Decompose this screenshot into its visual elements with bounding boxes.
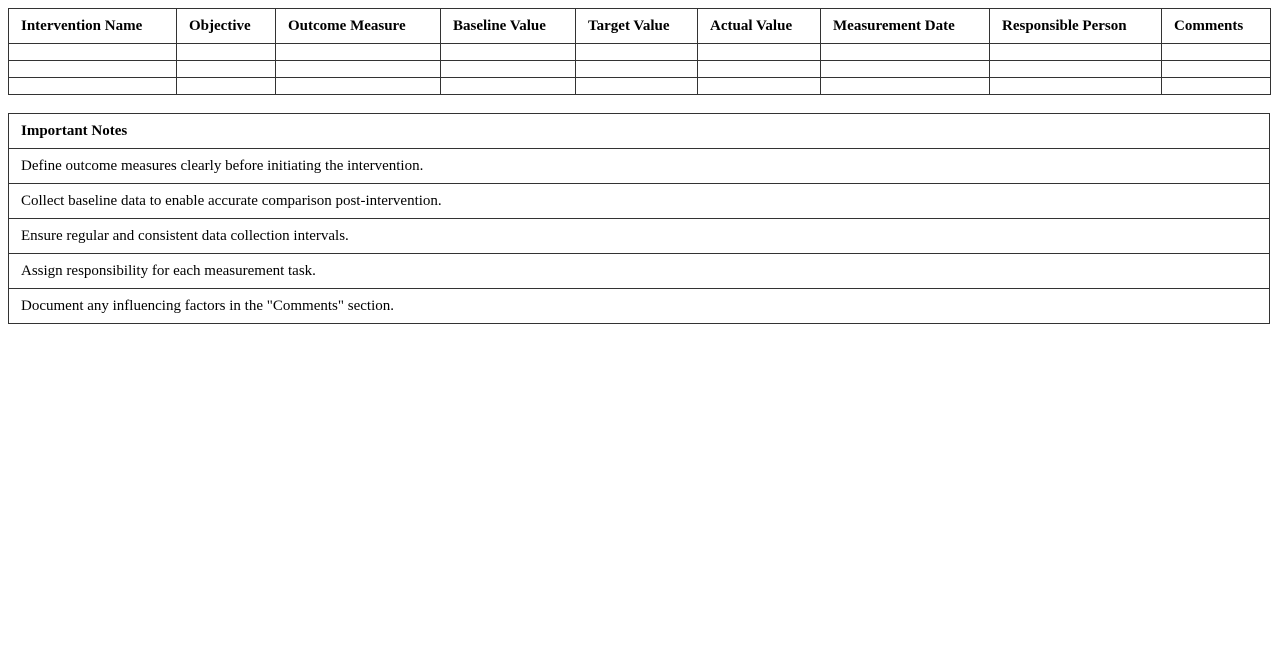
header-comments: Comments — [1162, 9, 1271, 44]
table-cell[interactable] — [576, 78, 698, 95]
table-cell[interactable] — [1162, 78, 1271, 95]
table-cell[interactable] — [576, 61, 698, 78]
table-cell[interactable] — [9, 61, 177, 78]
table-cell[interactable] — [698, 61, 821, 78]
header-target-value: Target Value — [576, 9, 698, 44]
note-item: Collect baseline data to enable accurate comparison post-intervention. — [9, 184, 1270, 219]
table-cell[interactable] — [177, 44, 276, 61]
table-cell[interactable] — [990, 78, 1162, 95]
note-row — [9, 289, 1270, 324]
note-item: Assign responsibility for each measurement task. — [9, 254, 1270, 289]
header-outcome-measure: Outcome Measure — [276, 9, 441, 44]
header-intervention-name: Intervention Name — [9, 9, 177, 44]
table-cell[interactable] — [441, 44, 576, 61]
note-item: Document any influencing factors in the "Comments" section. — [9, 289, 1270, 324]
table-cell[interactable] — [576, 44, 698, 61]
table-cell[interactable] — [821, 78, 990, 95]
header-objective: Objective — [177, 9, 276, 44]
notes-header-row — [9, 114, 1270, 149]
intervention-tracking-table — [8, 8, 1271, 95]
note-item: Define outcome measures clearly before initiating the intervention. — [9, 149, 1270, 184]
table-cell[interactable] — [821, 44, 990, 61]
table-row — [9, 78, 1271, 95]
table-cell[interactable] — [276, 44, 441, 61]
table-cell[interactable] — [177, 78, 276, 95]
note-row — [9, 149, 1270, 184]
table-cell[interactable] — [276, 78, 441, 95]
note-row — [9, 254, 1270, 289]
note-row — [9, 184, 1270, 219]
table-cell[interactable] — [1162, 61, 1271, 78]
table-cell[interactable] — [9, 44, 177, 61]
table-row — [9, 61, 1271, 78]
note-item: Ensure regular and consistent data collection intervals. — [9, 219, 1270, 254]
header-responsible-person: Responsible Person — [990, 9, 1162, 44]
table-cell[interactable] — [698, 44, 821, 61]
table-cell[interactable] — [1162, 44, 1271, 61]
header-measurement-date: Measurement Date — [821, 9, 990, 44]
table-cell[interactable] — [9, 78, 177, 95]
table-header-row — [9, 9, 1271, 44]
header-baseline-value: Baseline Value — [441, 9, 576, 44]
table-cell[interactable] — [821, 61, 990, 78]
table-cell[interactable] — [441, 78, 576, 95]
table-cell[interactable] — [990, 44, 1162, 61]
notes-title: Important Notes — [9, 114, 1270, 149]
table-cell[interactable] — [276, 61, 441, 78]
table-cell[interactable] — [441, 61, 576, 78]
table-cell[interactable] — [698, 78, 821, 95]
table-cell[interactable] — [177, 61, 276, 78]
note-row — [9, 219, 1270, 254]
table-row — [9, 44, 1271, 61]
table-cell[interactable] — [990, 61, 1162, 78]
header-actual-value: Actual Value — [698, 9, 821, 44]
important-notes-table — [8, 113, 1270, 324]
